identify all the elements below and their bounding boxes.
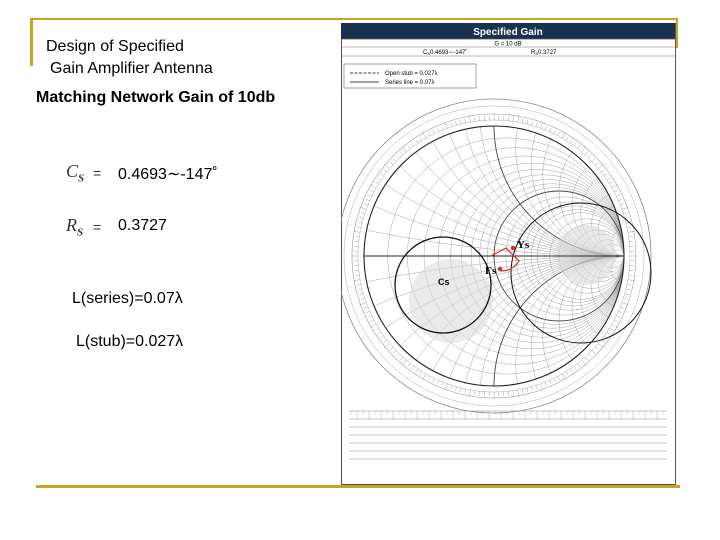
scale-tick	[581, 360, 585, 365]
scale-tick	[601, 170, 604, 172]
scale-tick	[531, 121, 532, 125]
scale-tick	[536, 123, 537, 127]
scale-tick	[541, 122, 543, 129]
scale-tick	[588, 155, 591, 158]
scale-tick	[607, 332, 610, 334]
scale-tick	[437, 128, 439, 132]
scale-tick	[465, 119, 466, 123]
scale-tick	[384, 340, 387, 342]
l-stub-value: L(stub)=0.027λ	[76, 333, 184, 350]
scale-tick	[614, 320, 618, 322]
slide-title	[46, 36, 213, 80]
scale-tick	[614, 190, 618, 192]
scale-tick	[370, 185, 376, 189]
scale-tick	[455, 121, 456, 125]
scale-tick	[400, 357, 403, 360]
scale-tick	[558, 132, 560, 136]
scale-tick	[588, 354, 591, 357]
scale-tick	[381, 336, 384, 338]
accent-rule-right-vertical	[676, 18, 678, 48]
accent-rule-top	[30, 18, 678, 20]
scale-tick	[366, 199, 370, 201]
scale-tick	[592, 159, 595, 162]
scale-tick	[618, 311, 622, 313]
scale-tick	[455, 387, 456, 391]
scale-tick	[609, 182, 612, 184]
scale-tick	[359, 217, 363, 218]
scale-tick	[620, 204, 624, 205]
scale-tick	[358, 222, 362, 223]
scale-tick	[397, 354, 400, 357]
scale-tick	[531, 387, 532, 391]
scale-tick	[620, 307, 624, 308]
accent-rule-left-vertical	[30, 18, 33, 66]
scale-tick	[433, 130, 435, 134]
scale-tick	[570, 369, 572, 372]
scale-tick	[397, 155, 400, 158]
scale-tick	[442, 382, 443, 386]
scale-tick	[585, 152, 588, 155]
scale-tick	[381, 174, 384, 176]
scale-tick	[623, 298, 627, 299]
scale-tick	[375, 182, 378, 184]
scale-tick	[402, 360, 406, 365]
accent-rule-bottom	[36, 485, 680, 488]
scale-tick	[622, 207, 629, 209]
scale-tick	[360, 207, 367, 209]
scale-tick	[412, 143, 414, 146]
scale-tick	[360, 303, 367, 305]
smith-grid	[341, 23, 675, 485]
scale-tick	[625, 293, 629, 294]
scale-tick	[420, 137, 422, 140]
figure-header-text: Specified Gain	[473, 27, 543, 38]
scale-tick	[607, 178, 610, 180]
scale-tick	[465, 389, 466, 393]
scale-tick	[370, 190, 374, 192]
legend-open-stub: Open stub = 0.027λ	[385, 71, 438, 77]
title-line-1: Design of Specified	[46, 38, 184, 55]
scale-tick	[566, 137, 568, 140]
scale-tick	[460, 388, 461, 392]
scale-tick	[359, 293, 363, 294]
scale-tick	[384, 164, 389, 168]
scale-tick	[368, 316, 372, 318]
rs-value: 0.3727	[118, 217, 167, 234]
scale-tick	[361, 213, 365, 214]
scale-tick	[475, 391, 476, 395]
scale-tick	[549, 380, 551, 384]
scale-tick	[566, 371, 568, 374]
scale-tick	[475, 117, 476, 121]
scale-tick	[445, 384, 447, 391]
scale-tick	[361, 298, 365, 299]
scale-tick	[433, 378, 435, 382]
scale-tick	[460, 120, 461, 124]
scale-tick	[627, 227, 631, 228]
cs-symbol: $C_S$	[66, 161, 85, 185]
scale-tick	[423, 132, 427, 138]
scale-tick	[527, 120, 528, 124]
scale-tick	[412, 366, 414, 369]
cs-value: 0.4693∼-147˚	[118, 166, 218, 183]
scale-tick	[562, 374, 566, 380]
scale-tick	[364, 204, 368, 205]
scale-tick	[545, 126, 546, 130]
legend-series-line: Series line = 0.07λ	[385, 80, 435, 86]
cs-equals: =	[93, 165, 102, 181]
smith-chart-figure	[341, 23, 675, 485]
scale-tick	[390, 162, 393, 165]
scale-tick	[612, 185, 618, 189]
ys-point	[511, 246, 515, 250]
rs-caption: RS0.3727	[531, 50, 557, 56]
scale-tick	[545, 382, 546, 386]
scale-tick	[428, 376, 430, 380]
scale-tick	[408, 146, 410, 149]
scale-tick	[627, 284, 631, 285]
scale-tick	[513, 117, 514, 121]
scale-tick	[618, 199, 622, 201]
scale-tick	[355, 237, 359, 238]
scale-tick	[585, 357, 588, 360]
cs-caption: CS0.4693∼-147˚	[423, 50, 468, 56]
scale-tick	[623, 213, 627, 214]
scale-tick	[598, 164, 603, 168]
scale-tick	[393, 350, 396, 353]
scale-tick	[357, 284, 361, 285]
scale-tick	[549, 128, 551, 132]
scale-tick	[370, 324, 376, 328]
scale-tick	[416, 369, 418, 372]
scale-tick	[400, 152, 403, 155]
scale-tick	[578, 363, 580, 366]
scale-tick	[364, 307, 368, 308]
scale-tick	[574, 366, 576, 369]
scale-tick	[384, 343, 389, 347]
scale-tick	[375, 328, 378, 330]
scale-tick	[393, 159, 396, 162]
slide-subtitle: Matching Network Gain of 10db	[36, 89, 276, 106]
scale-tick	[358, 289, 362, 290]
scale-tick	[445, 122, 447, 129]
scale-tick	[578, 146, 580, 149]
scale-tick	[402, 146, 406, 151]
scale-tick	[416, 140, 418, 143]
gain-label: G = 10 dB	[494, 41, 522, 48]
scale-tick	[408, 363, 410, 366]
scale-tick	[574, 143, 576, 146]
scale-tick	[527, 388, 528, 392]
scale-tick	[451, 385, 452, 389]
scale-tick	[616, 316, 620, 318]
right-region-shade	[556, 225, 616, 285]
scale-tick	[554, 130, 556, 134]
scale-tick	[451, 123, 452, 127]
bottom-scale-table	[349, 411, 667, 459]
scale-tick	[622, 303, 629, 305]
scale-tick	[562, 132, 566, 138]
scale-tick	[581, 146, 585, 151]
scale-tick	[541, 384, 543, 391]
rs-equals: =	[93, 219, 102, 235]
scale-tick	[604, 174, 607, 176]
ys-label: Ys	[517, 239, 530, 251]
scale-tick	[513, 391, 514, 395]
scale-tick	[558, 376, 560, 380]
scale-tick	[423, 374, 427, 380]
scale-tick	[629, 237, 633, 238]
scale-tick	[616, 195, 620, 197]
scale-tick	[437, 380, 439, 384]
scale-tick	[384, 170, 387, 172]
scale-tick	[368, 195, 372, 197]
scale-tick	[390, 347, 393, 350]
scale-tick	[629, 275, 633, 276]
scale-tick	[378, 332, 381, 334]
cs-circle-label: Cs	[438, 277, 450, 287]
scale-tick	[536, 385, 537, 389]
scale-tick	[595, 162, 598, 165]
scale-tick	[428, 132, 430, 136]
scale-tick	[420, 371, 422, 374]
scale-tick	[370, 320, 374, 322]
scale-tick	[442, 126, 443, 130]
scale-tick	[612, 324, 618, 328]
scale-tick	[626, 289, 630, 290]
scale-tick	[609, 328, 612, 330]
scale-tick	[570, 140, 572, 143]
scale-tick	[357, 227, 361, 228]
scale-tick	[378, 178, 381, 180]
stability-region-shade	[409, 259, 493, 343]
scale-tick	[522, 389, 523, 393]
scale-tick	[366, 311, 370, 313]
rs-symbol: $R_S$	[66, 215, 84, 239]
l-series-value: L(series)=0.07λ	[72, 290, 183, 307]
gamma-s-label: Γs	[485, 265, 497, 277]
scale-tick	[522, 119, 523, 123]
scale-tick	[355, 275, 359, 276]
scale-tick	[592, 350, 595, 353]
title-line-2: Gain Amplifier Antenna	[50, 60, 213, 77]
gamma-s-point	[498, 267, 502, 271]
scale-tick	[554, 378, 556, 382]
scale-tick	[595, 347, 598, 350]
scale-tick	[598, 343, 603, 347]
